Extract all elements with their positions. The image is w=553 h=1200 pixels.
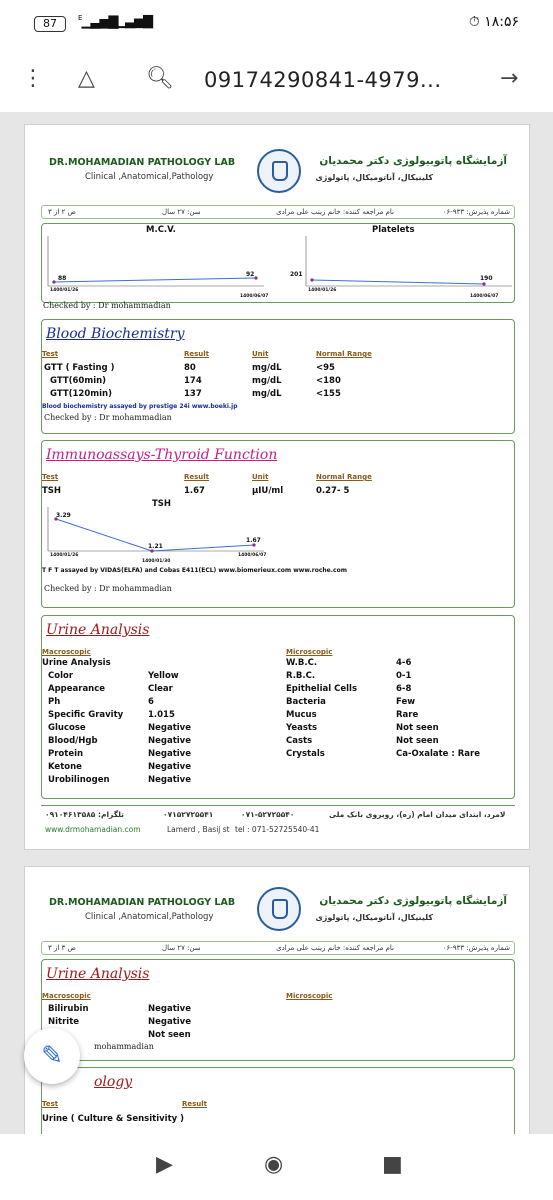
- urine-param: Ph: [48, 697, 61, 707]
- tsh-date: 1400/01/30: [142, 559, 171, 564]
- lab-sub-en: Clinical ,Anatomical,Pathology: [85, 172, 214, 182]
- urine-head: Urine Analysis: [42, 658, 111, 668]
- urine-param: Blood/Hgb: [48, 736, 98, 746]
- urine-micro-param: Yeasts: [286, 723, 318, 733]
- urine-param: Nitrite: [48, 1017, 80, 1027]
- recents-icon[interactable]: ■: [382, 1152, 403, 1177]
- test-result: 80: [184, 363, 196, 373]
- section-title: Urine Analysis: [46, 622, 150, 638]
- urine-micro-param: Mucus: [286, 710, 317, 720]
- lab-name-en: DR.MOHAMADIAN PATHOLOGY LAB: [49, 897, 236, 908]
- tsh-label: 1.21: [148, 543, 163, 550]
- page-number: ص ۲ از ۳: [48, 208, 77, 216]
- mcv-point: [52, 280, 55, 283]
- pencil-icon: ✎: [41, 1041, 63, 1071]
- urine-value: Negative: [148, 1004, 191, 1014]
- test-normal: <180: [316, 376, 341, 386]
- thyroid-section: [41, 440, 515, 608]
- section-title: Blood Biochemistry: [46, 326, 185, 342]
- footer-divider: [41, 805, 515, 806]
- lab-sub-fa: کلینیکال، آناتومیکال، پاتولوژی: [315, 173, 433, 182]
- phone-1: ۰۷۱۵۲۷۲۵۵۴۱: [163, 810, 214, 819]
- urine-micro-value: Rare: [396, 710, 419, 720]
- alarm-icon: ⏱: [468, 14, 480, 30]
- urine-micro-param: Casts: [286, 736, 313, 746]
- col-macroscopic: Macroscopic: [42, 648, 91, 656]
- mcv-chart-title: M.C.V.: [146, 225, 176, 235]
- lab-name-fa: آزمایشگاه پاتوبیولوژی دکتر محمدیان: [319, 155, 507, 167]
- urine-param: Urobilinogen: [48, 775, 110, 785]
- test-normal: <95: [316, 363, 335, 373]
- microbiology-section: [41, 1067, 515, 1134]
- status-bar: [0, 0, 553, 50]
- col-test: Test: [42, 1100, 59, 1108]
- add-to-drive-icon[interactable]: △: [78, 66, 95, 91]
- col-microscopic: Microscopic: [286, 648, 333, 656]
- flask-icon: [272, 161, 288, 181]
- patient-age: سن: ۲۷ سال: [162, 208, 201, 216]
- urine-value: Clear: [148, 684, 173, 694]
- search-doc-icon[interactable]: 🔍︎: [146, 66, 174, 91]
- urine-analysis-section-2: [41, 959, 515, 1061]
- section-title: ology: [94, 1074, 133, 1090]
- trend-charts-svg: [42, 224, 516, 304]
- mcv-label: 88: [58, 275, 67, 282]
- col-result: Result: [184, 473, 210, 481]
- urine-value: Not seen: [148, 1030, 191, 1040]
- more-vert-icon[interactable]: ⋮: [22, 66, 44, 91]
- battery-icon: 87: [34, 16, 66, 32]
- urine-micro-value: Few: [396, 697, 416, 707]
- col-normal: Normal Range: [316, 350, 372, 358]
- urine-value: Negative: [148, 762, 191, 772]
- platelets-date: 1400/01/26: [308, 288, 337, 293]
- patient-name: نام مراجعه کننده: خانم زینب علی مرادی: [276, 208, 394, 216]
- test-result: 174: [184, 376, 202, 386]
- patient-name: نام مراجعه کننده: خانم زینب علی مرادی: [276, 944, 394, 952]
- website-link[interactable]: www.drmohamadian.com: [45, 825, 141, 834]
- urine-value: 6: [148, 697, 154, 707]
- lab-logo: [257, 887, 301, 931]
- mcv-point: [254, 276, 257, 279]
- page-number: ص ۳ از ۳: [48, 944, 77, 952]
- urine-param: Glucose: [48, 723, 86, 733]
- lab-sub-fa: کلینیکال، آناتومیکال، پاتولوژی: [315, 913, 433, 922]
- platelets-chart-title: Platelets: [372, 225, 415, 235]
- test-normal: <155: [316, 389, 341, 399]
- back-triangle-icon[interactable]: ▶: [156, 1152, 173, 1177]
- reception-number: شماره پذیرش: ۹۳۳-۰۶: [442, 944, 510, 952]
- urine-value: Yellow: [148, 671, 179, 681]
- signal-icon: $^E$▁▃▅▇: [78, 14, 118, 30]
- col-test: Test: [42, 473, 59, 481]
- mcv-label: 92: [246, 271, 255, 278]
- checked-by: mohammadian: [94, 1042, 154, 1051]
- document-title: 09174290841-4979...: [204, 68, 442, 92]
- thyroid-assay-note: T F T assayed by VIDAS(ELFA) and Cobas E411(ECL) www.biomerieux.com www.roche.com: [42, 567, 347, 574]
- test-name: GTT ( Fasting ): [44, 363, 115, 373]
- edit-button[interactable]: [24, 1028, 80, 1084]
- urine-micro-value: Ca-Oxalate : Rare: [396, 749, 480, 759]
- blood-biochemistry-section: [41, 319, 515, 434]
- document-viewer[interactable]: [0, 112, 553, 1134]
- mcv-date: 1400/01/26: [50, 288, 79, 293]
- report-page-1: [24, 124, 530, 850]
- urine-micro-value: 0-1: [396, 671, 412, 681]
- test-name: TSH: [42, 486, 62, 496]
- col-unit: Unit: [252, 350, 269, 358]
- urine-micro-param: Epithelial Cells: [286, 684, 358, 694]
- urine-analysis-section: [41, 615, 515, 799]
- platelets-label: 201: [290, 271, 303, 278]
- test-unit: mg/dL: [252, 363, 282, 373]
- test-result: 1.67: [184, 486, 205, 496]
- platelets-label: 190: [480, 275, 493, 282]
- urine-param: Specific Gravity: [48, 710, 124, 720]
- patient-age: سن: ۲۷ سال: [162, 944, 201, 952]
- col-normal: Normal Range: [316, 473, 372, 481]
- patient-info-bar: [41, 205, 515, 219]
- checked-by: Checked by : Dr mohammadian: [43, 301, 171, 310]
- platelets-date: 1400/06/07: [470, 294, 499, 299]
- checked-by: Checked by : Dr mohammadian: [44, 584, 172, 593]
- lab-logo: [257, 149, 301, 193]
- col-result: Result: [184, 350, 210, 358]
- col-microscopic: Microscopic: [286, 992, 333, 1000]
- urine-param: Protein: [48, 749, 84, 759]
- test-unit: µIU/ml: [252, 486, 284, 496]
- mcv-line: [54, 278, 256, 282]
- tsh-date: 1400/06/07: [238, 553, 267, 558]
- tsh-label: 3.29: [56, 512, 71, 519]
- platelets-line: [312, 280, 484, 284]
- reception-number: شماره پذیرش: ۹۳۳-۰۶: [442, 208, 510, 216]
- urine-value: Negative: [148, 749, 191, 759]
- test-normal: 0.27- 5: [316, 486, 350, 496]
- platelets-point: [482, 282, 485, 285]
- phone-2: ۰۷۱-۵۲۷۲۵۵۴۰: [241, 810, 295, 819]
- forward-arrow-icon[interactable]: →: [500, 66, 519, 91]
- telegram: تلگرام: ۰۹۱۰۴۶۱۳۵۸۵: [45, 810, 124, 819]
- clock: [469, 14, 519, 30]
- navigation-bar: [0, 1134, 553, 1200]
- col-unit: Unit: [252, 473, 269, 481]
- section-title: Urine Analysis: [46, 966, 150, 982]
- urine-param: Ketone: [48, 762, 82, 772]
- hematology-charts: [41, 223, 515, 303]
- lab-sub-en: Clinical ,Anatomical,Pathology: [85, 912, 214, 922]
- lab-name-fa: آزمایشگاه پاتوبیولوژی دکتر محمدیان: [319, 895, 507, 907]
- urine-micro-value: 6-8: [396, 684, 412, 694]
- urine-value: Negative: [148, 1017, 191, 1027]
- urine-micro-param: Bacteria: [286, 697, 326, 707]
- address-fa: لامرد، ابتدای میدان امام (ره)، روبروی بانک ملی: [329, 810, 506, 819]
- bio-assay-note: Blood biochemistry assayed by prestige 24i www.boeki.jp: [42, 403, 238, 410]
- test-name: Urine ( Culture & Sensitivity ): [42, 1114, 185, 1124]
- test-name: GTT(120min): [50, 389, 112, 399]
- urine-value: 1.015: [148, 710, 175, 720]
- test-result: 137: [184, 389, 202, 399]
- report-page-2: [24, 866, 530, 1134]
- tsh-label: 1.67: [246, 537, 261, 544]
- urine-micro-param: W.B.C.: [286, 658, 318, 668]
- urine-micro-param: R.B.C.: [286, 671, 316, 681]
- checked-by: Checked by : Dr mohammadian: [44, 413, 172, 422]
- col-test: Test: [42, 350, 59, 358]
- lab-name-en: DR.MOHAMADIAN PATHOLOGY LAB: [49, 157, 236, 168]
- urine-param: Appearance: [48, 684, 106, 694]
- home-icon[interactable]: ◉: [264, 1152, 284, 1177]
- test-name: GTT(60min): [50, 376, 107, 386]
- mcv-date: 1400/06/07: [240, 294, 269, 299]
- section-title: Immunoassays-Thyroid Function: [46, 447, 278, 463]
- urine-param: Color: [48, 671, 74, 681]
- flask-icon: [272, 899, 288, 919]
- urine-micro-param: Crystals: [286, 749, 325, 759]
- test-unit: mg/dL: [252, 376, 282, 386]
- urine-value: Negative: [148, 723, 191, 733]
- urine-micro-value: Not seen: [396, 723, 439, 733]
- urine-value: Negative: [148, 736, 191, 746]
- patient-info-bar: [41, 941, 515, 955]
- col-result: Result: [182, 1100, 208, 1108]
- time-text: ۱۸:۵۶: [484, 14, 519, 30]
- test-unit: mg/dL: [252, 389, 282, 399]
- tsh-date: 1400/01/26: [50, 553, 79, 558]
- urine-micro-value: Not seen: [396, 736, 439, 746]
- col-macroscopic: Macroscopic: [42, 992, 91, 1000]
- urine-value: Negative: [148, 775, 191, 785]
- urine-param: Bilirubin: [48, 1004, 89, 1014]
- address-en: Lamerd , Basij st: [167, 825, 230, 834]
- urine-micro-value: 4-6: [396, 658, 412, 668]
- tsh-chart-title: TSH: [152, 499, 172, 509]
- signal-icon-2: ▁▃▅▇: [116, 14, 152, 29]
- platelets-point: [310, 278, 313, 281]
- telephone: tel : 071-52725540-41: [235, 825, 320, 834]
